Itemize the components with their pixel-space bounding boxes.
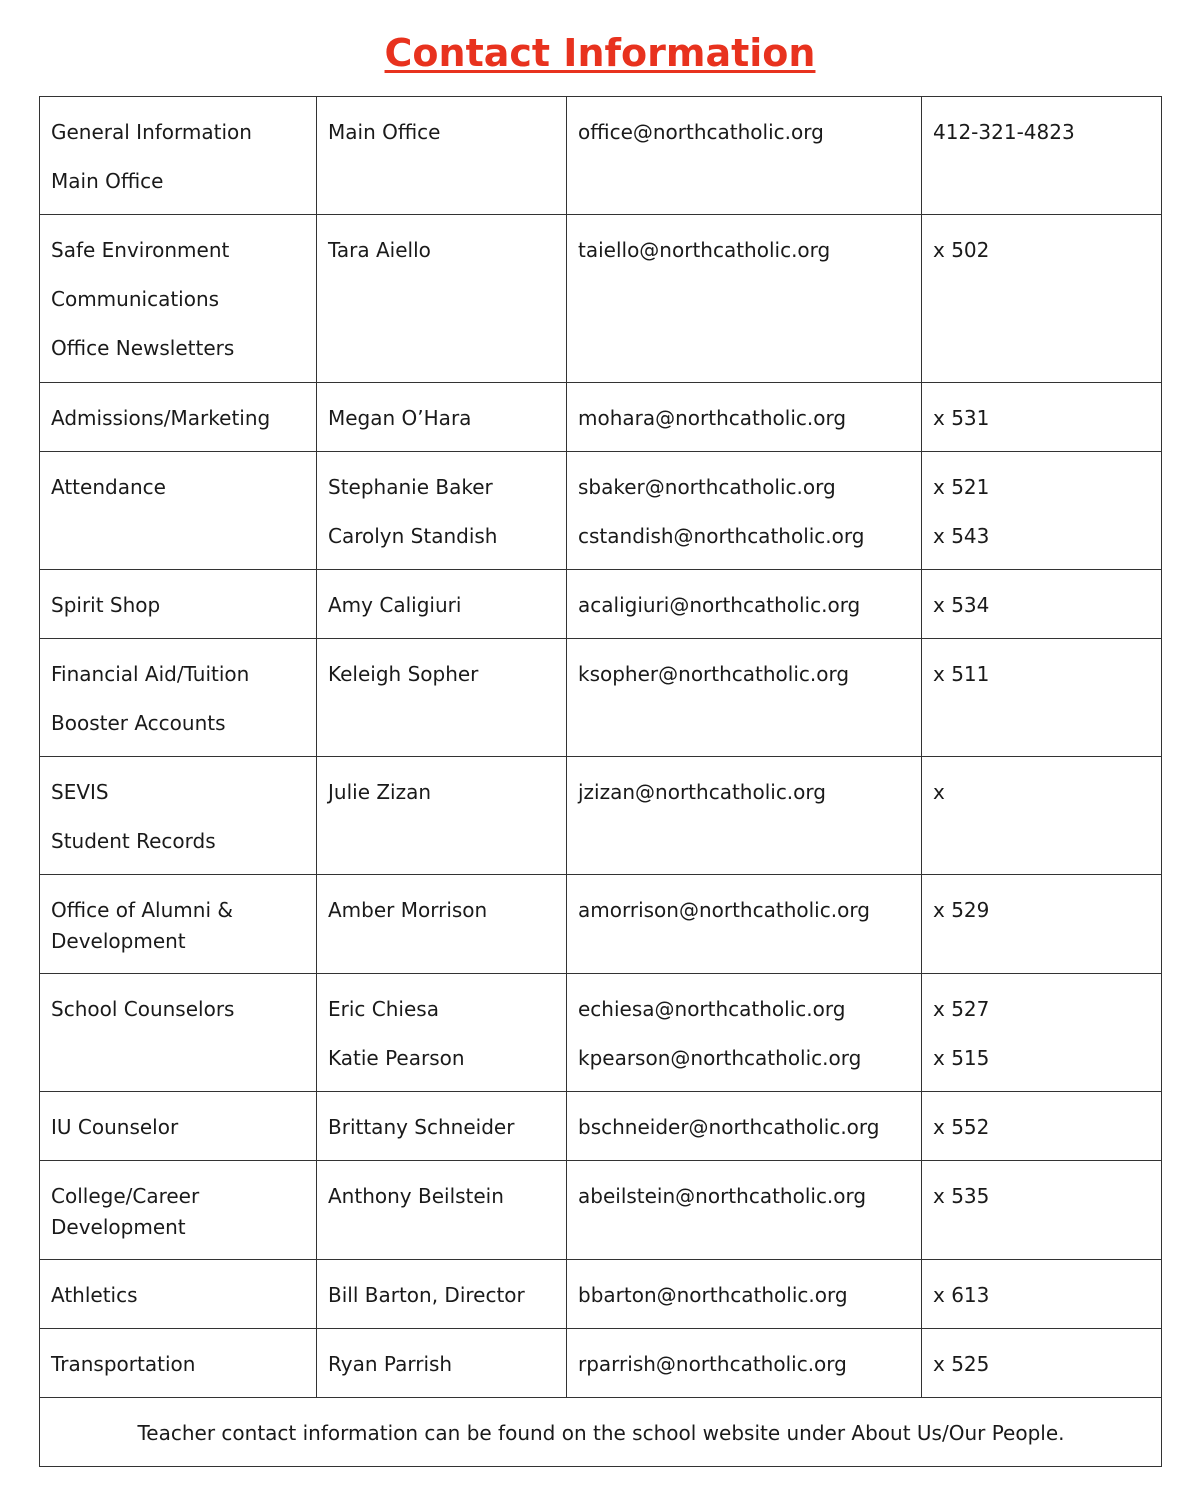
email-cell	[567, 1329, 922, 1398]
department-cell	[40, 570, 317, 639]
table-row	[40, 383, 1162, 452]
phone-extension: x 529	[933, 898, 990, 922]
contact-name-cell	[317, 452, 567, 570]
table-row	[40, 1329, 1162, 1398]
contact-name: Main Office	[328, 120, 441, 144]
phone-extension: x 613	[933, 1283, 990, 1307]
email-cell	[567, 1092, 922, 1161]
department-label: SEVIS	[51, 780, 109, 804]
department-label: College/Career Development	[51, 1184, 200, 1239]
phone-extension: x 535	[933, 1184, 990, 1208]
department-cell	[40, 1329, 317, 1398]
table-row	[40, 570, 1162, 639]
email-cell	[567, 974, 922, 1092]
table-row	[40, 875, 1162, 974]
phone-cell	[922, 875, 1162, 974]
contact-name-cell	[317, 570, 567, 639]
table-row	[40, 639, 1162, 757]
email-address: abeilstein@northcatholic.org	[578, 1184, 867, 1208]
email-cell	[567, 383, 922, 452]
department-label: General Information	[51, 120, 252, 144]
email-address: acaligiuri@northcatholic.org	[578, 593, 861, 617]
phone-extension: x 511	[933, 662, 990, 686]
phone-cell	[922, 1092, 1162, 1161]
phone-extension: x 525	[933, 1352, 990, 1376]
department-label: Financial Aid/Tuition	[51, 662, 250, 686]
email-address: taiello@northcatholic.org	[578, 238, 831, 262]
contact-name-cell	[317, 757, 567, 875]
department-label: Safe Environment	[51, 238, 230, 262]
email-address: echiesa@northcatholic.org	[578, 997, 846, 1021]
phone-cell	[922, 639, 1162, 757]
department-label: Admissions/Marketing	[51, 406, 271, 430]
phone-cell	[922, 97, 1162, 215]
contact-name: Julie Zizan	[328, 780, 432, 804]
table-row	[40, 1161, 1162, 1260]
phone-extension: 412-321-4823	[933, 120, 1075, 144]
department-label: Spirit Shop	[51, 593, 161, 617]
phone-extension: x 527	[933, 997, 990, 1021]
contact-name: Ryan Parrish	[328, 1352, 453, 1376]
table-row	[40, 757, 1162, 875]
department-cell	[40, 1161, 317, 1260]
email-cell	[567, 215, 922, 383]
department-label: School Counselors	[51, 997, 235, 1021]
contact-name: Keleigh Sopher	[328, 662, 479, 686]
email-cell	[567, 97, 922, 215]
email-address: mohara@northcatholic.org	[578, 406, 847, 430]
contact-name: Eric Chiesa	[328, 997, 439, 1021]
contact-name-cell	[317, 215, 567, 383]
footer-row	[40, 1398, 1162, 1467]
department-label: Booster Accounts	[51, 711, 226, 735]
department-cell	[40, 97, 317, 215]
table-row	[40, 215, 1162, 383]
phone-extension: x 515	[933, 1046, 990, 1070]
department-label: Office Newsletters	[51, 336, 235, 360]
phone-extension: x 552	[933, 1115, 990, 1139]
phone-extension: x	[933, 780, 945, 804]
phone-cell	[922, 1260, 1162, 1329]
department-label: Transportation	[51, 1352, 196, 1376]
contact-name: Stephanie Baker	[328, 475, 493, 499]
phone-extension: x 521	[933, 475, 990, 499]
department-label: Office of Alumni & Development	[51, 898, 233, 953]
phone-extension: x 543	[933, 524, 990, 548]
email-cell	[567, 452, 922, 570]
table-row	[40, 97, 1162, 215]
page-title: Contact Information	[384, 31, 816, 75]
email-cell	[567, 639, 922, 757]
contact-name-cell	[317, 1260, 567, 1329]
footer-note: Teacher contact information can be found on the school website under About Us/Our People.	[40, 1398, 1162, 1467]
email-address: ksopher@northcatholic.org	[578, 662, 850, 686]
phone-extension: x 534	[933, 593, 990, 617]
contact-name-cell	[317, 639, 567, 757]
contact-name-cell	[317, 97, 567, 215]
table-row	[40, 1092, 1162, 1161]
phone-cell	[922, 757, 1162, 875]
contact-table-body	[40, 97, 1162, 1467]
contact-name-cell	[317, 974, 567, 1092]
department-cell	[40, 452, 317, 570]
department-cell	[40, 974, 317, 1092]
email-address: sbaker@northcatholic.org	[578, 475, 836, 499]
phone-cell	[922, 215, 1162, 383]
department-cell	[40, 1092, 317, 1161]
phone-cell	[922, 570, 1162, 639]
department-label: Main Office	[51, 169, 164, 193]
phone-cell	[922, 1161, 1162, 1260]
department-label: Student Records	[51, 829, 216, 853]
contact-name: Katie Pearson	[328, 1046, 465, 1070]
contact-table	[39, 96, 1162, 1467]
email-cell	[567, 1161, 922, 1260]
email-cell	[567, 1260, 922, 1329]
contact-name-cell	[317, 1092, 567, 1161]
email-address: bbarton@northcatholic.org	[578, 1283, 848, 1307]
email-address: jzizan@northcatholic.org	[578, 780, 826, 804]
email-cell	[567, 570, 922, 639]
email-cell	[567, 875, 922, 974]
contact-name-cell	[317, 383, 567, 452]
phone-extension: x 531	[933, 406, 990, 430]
phone-cell	[922, 974, 1162, 1092]
table-row	[40, 452, 1162, 570]
contact-name: Carolyn Standish	[328, 524, 498, 548]
phone-cell	[922, 1329, 1162, 1398]
contact-name-cell	[317, 875, 567, 974]
department-label: Communications	[51, 287, 220, 311]
phone-extension: x 502	[933, 238, 990, 262]
contact-name: Amy Caligiuri	[328, 593, 462, 617]
department-cell	[40, 215, 317, 383]
email-address: office@northcatholic.org	[578, 120, 824, 144]
contact-name: Anthony Beilstein	[328, 1184, 504, 1208]
contact-name: Amber Morrison	[328, 898, 488, 922]
contact-name: Megan O’Hara	[328, 406, 472, 430]
email-address: cstandish@northcatholic.org	[578, 524, 865, 548]
department-cell	[40, 875, 317, 974]
email-address: kpearson@northcatholic.org	[578, 1046, 862, 1070]
department-cell	[40, 757, 317, 875]
contact-name-cell	[317, 1329, 567, 1398]
department-cell	[40, 1260, 317, 1329]
department-label: Attendance	[51, 475, 166, 499]
email-address: amorrison@northcatholic.org	[578, 898, 870, 922]
phone-cell	[922, 383, 1162, 452]
department-label: IU Counselor	[51, 1115, 179, 1139]
phone-cell	[922, 452, 1162, 570]
contact-name-cell	[317, 1161, 567, 1260]
contact-name: Tara Aiello	[328, 238, 431, 262]
department-cell	[40, 383, 317, 452]
department-cell	[40, 639, 317, 757]
department-label: Athletics	[51, 1283, 138, 1307]
table-row	[40, 974, 1162, 1092]
email-cell	[567, 757, 922, 875]
table-row	[40, 1260, 1162, 1329]
email-address: rparrish@northcatholic.org	[578, 1352, 847, 1376]
contact-name: Bill Barton, Director	[328, 1283, 525, 1307]
email-address: bschneider@northcatholic.org	[578, 1115, 880, 1139]
contact-name: Brittany Schneider	[328, 1115, 515, 1139]
